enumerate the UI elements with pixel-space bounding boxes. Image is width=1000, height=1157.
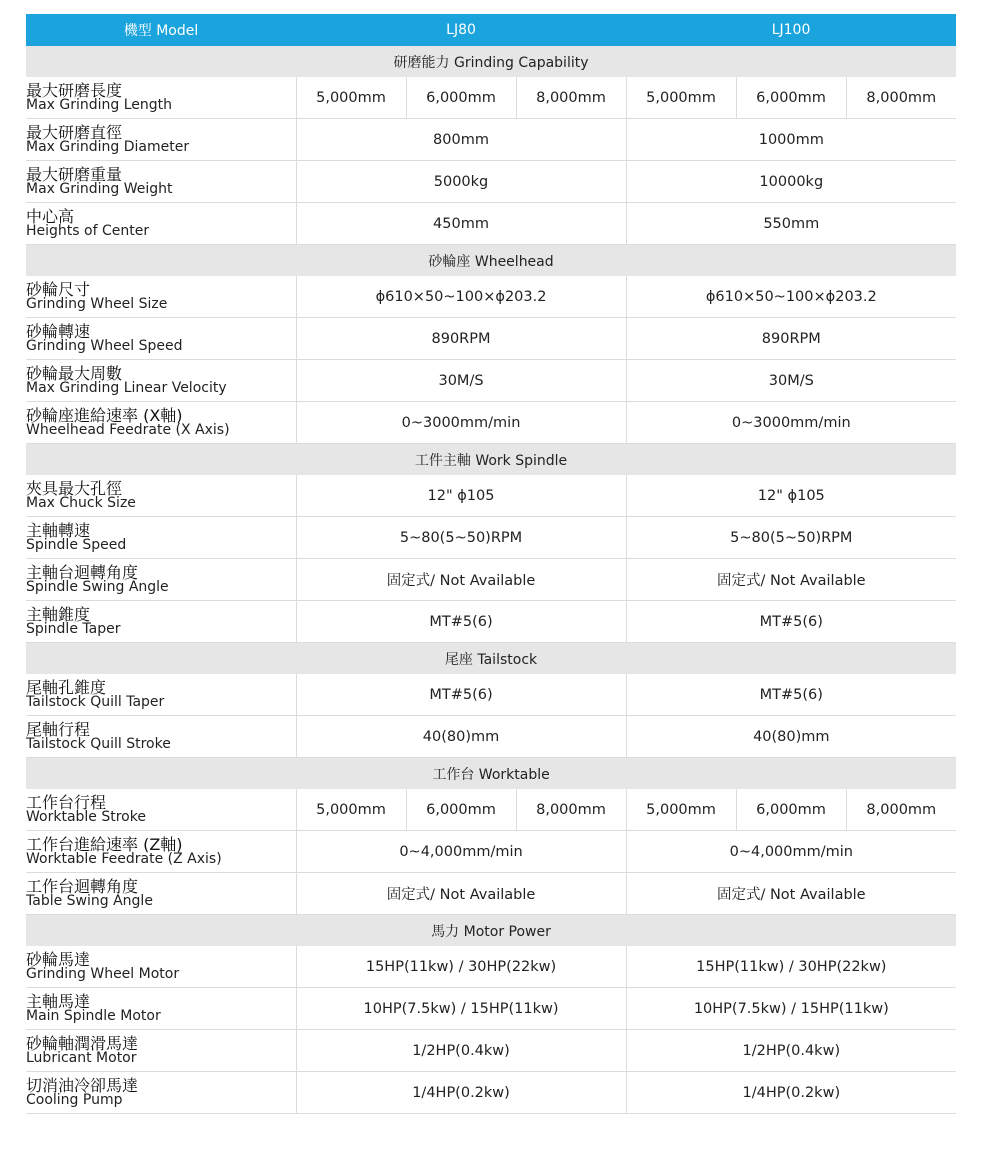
spec-label-zh: 砂輪座進給速率 (X軸) bbox=[26, 405, 183, 425]
spec-label bbox=[26, 1072, 296, 1114]
spec-label bbox=[26, 203, 296, 245]
spec-label-zh: 砂輪尺寸 bbox=[26, 279, 91, 299]
spec-label-zh: 工作台進給速率 (Z軸) bbox=[26, 834, 183, 854]
spec-row bbox=[26, 674, 956, 716]
spec-label-en: Max Grinding Linear Velocity bbox=[26, 379, 227, 396]
spec-label-en: Tailstock Quill Stroke bbox=[26, 735, 171, 752]
spec-value-lj100: 0~4,000mm/min bbox=[626, 831, 956, 873]
spec-value-lj100: 10HP(7.5kw) / 15HP(11kw) bbox=[626, 988, 956, 1030]
spec-label-zh: 工作台迴轉角度 bbox=[26, 876, 139, 896]
spec-label bbox=[26, 559, 296, 601]
spec-value-lj100: 5~80(5~50)RPM bbox=[626, 517, 956, 559]
spec-row bbox=[26, 161, 956, 203]
spec-value-lj100: 0~3000mm/min bbox=[626, 402, 956, 444]
spec-label bbox=[26, 831, 296, 873]
spec-value-lj100: 固定式/ Not Available bbox=[626, 873, 956, 915]
spec-value-lj100: 8,000mm bbox=[846, 789, 956, 831]
spec-value-lj100: 5,000mm bbox=[626, 789, 736, 831]
section-header bbox=[26, 643, 956, 675]
spec-value-lj100: 1/2HP(0.4kw) bbox=[626, 1030, 956, 1072]
spec-label-en: Table Swing Angle bbox=[26, 892, 153, 909]
spec-value-lj100: 10000kg bbox=[626, 161, 956, 203]
spec-value-lj100: 5,000mm bbox=[626, 77, 736, 119]
spec-label-en: Max Grinding Diameter bbox=[26, 138, 190, 155]
spec-value-lj100: 8,000mm bbox=[846, 77, 956, 119]
spec-label-zh: 砂輪最大周數 bbox=[26, 363, 123, 383]
spec-row bbox=[26, 1030, 956, 1072]
spec-value-lj80: 12" ϕ105 bbox=[296, 475, 626, 517]
spec-value-lj80: 10HP(7.5kw) / 15HP(11kw) bbox=[296, 988, 626, 1030]
spec-value-lj100: 12" ϕ105 bbox=[626, 475, 956, 517]
section-title: 尾座 Tailstock bbox=[26, 643, 956, 675]
spec-label bbox=[26, 873, 296, 915]
spec-value-lj100: MT#5(6) bbox=[626, 674, 956, 716]
spec-label-zh: 主軸台迴轉角度 bbox=[26, 562, 139, 582]
spec-row bbox=[26, 716, 956, 758]
spec-value-lj80: 890RPM bbox=[296, 318, 626, 360]
spec-value-lj80: 5,000mm bbox=[296, 77, 406, 119]
spec-label bbox=[26, 674, 296, 716]
section-header bbox=[26, 444, 956, 476]
spec-value-lj100: 40(80)mm bbox=[626, 716, 956, 758]
spec-value-lj80: 固定式/ Not Available bbox=[296, 559, 626, 601]
section-header bbox=[26, 46, 956, 77]
spec-row bbox=[26, 203, 956, 245]
spec-table bbox=[26, 14, 956, 1114]
spec-label-en: Max Grinding Length bbox=[26, 96, 173, 113]
spec-label-en: Lubricant Motor bbox=[26, 1049, 137, 1066]
spec-value-lj80: 1/2HP(0.4kw) bbox=[296, 1030, 626, 1072]
spec-label-zh: 砂輪轉速 bbox=[26, 321, 91, 341]
spec-row bbox=[26, 559, 956, 601]
spec-value-lj80: 15HP(11kw) / 30HP(22kw) bbox=[296, 946, 626, 988]
spec-row bbox=[26, 601, 956, 643]
spec-value-lj80: 6,000mm bbox=[406, 789, 516, 831]
spec-row bbox=[26, 318, 956, 360]
spec-value-lj80: 0~3000mm/min bbox=[296, 402, 626, 444]
spec-label bbox=[26, 988, 296, 1030]
spec-label-zh: 最大研磨直徑 bbox=[26, 122, 123, 142]
section-header bbox=[26, 758, 956, 790]
spec-label bbox=[26, 601, 296, 643]
spec-value-lj80: 450mm bbox=[296, 203, 626, 245]
spec-label-zh: 砂輪軸潤滑馬達 bbox=[26, 1033, 139, 1053]
spec-value-lj80: 40(80)mm bbox=[296, 716, 626, 758]
spec-label bbox=[26, 360, 296, 402]
spec-label-en: Cooling Pump bbox=[26, 1091, 123, 1108]
spec-value-lj80: 0~4,000mm/min bbox=[296, 831, 626, 873]
spec-label-zh: 最大研磨長度 bbox=[26, 80, 123, 100]
spec-label-en: Grinding Wheel Size bbox=[26, 295, 168, 312]
spec-label-en: Worktable Stroke bbox=[26, 808, 146, 825]
spec-value-lj100: 固定式/ Not Available bbox=[626, 559, 956, 601]
spec-value-lj80: 800mm bbox=[296, 119, 626, 161]
spec-value-lj100: 890RPM bbox=[626, 318, 956, 360]
spec-label-zh: 中心高 bbox=[26, 206, 75, 226]
spec-label-en: Spindle Speed bbox=[26, 536, 127, 553]
spec-value-lj80: MT#5(6) bbox=[296, 674, 626, 716]
spec-label-en: Worktable Feedrate (Z Axis) bbox=[26, 850, 222, 867]
spec-label-en: Spindle Swing Angle bbox=[26, 578, 169, 595]
spec-value-lj80: MT#5(6) bbox=[296, 601, 626, 643]
spec-row bbox=[26, 119, 956, 161]
spec-row bbox=[26, 873, 956, 915]
spec-label-en: Main Spindle Motor bbox=[26, 1007, 161, 1024]
section-title: 研磨能力 Grinding Capability bbox=[26, 46, 956, 77]
model-lj100: LJ100 bbox=[626, 14, 956, 46]
spec-label bbox=[26, 119, 296, 161]
spec-row bbox=[26, 475, 956, 517]
section-header bbox=[26, 915, 956, 947]
spec-label-en: Grinding Wheel Motor bbox=[26, 965, 180, 982]
section-title: 工作台 Worktable bbox=[26, 758, 956, 790]
spec-label-en: Spindle Taper bbox=[26, 620, 121, 637]
spec-body bbox=[26, 46, 956, 1114]
spec-label bbox=[26, 517, 296, 559]
section-header bbox=[26, 245, 956, 277]
spec-label-zh: 尾軸孔錐度 bbox=[26, 677, 107, 697]
spec-value-lj100: 1/4HP(0.2kw) bbox=[626, 1072, 956, 1114]
spec-row bbox=[26, 276, 956, 318]
spec-value-lj100: 30M/S bbox=[626, 360, 956, 402]
spec-value-lj80: 8,000mm bbox=[516, 77, 626, 119]
spec-value-lj100: 1000mm bbox=[626, 119, 956, 161]
spec-row bbox=[26, 1072, 956, 1114]
spec-row bbox=[26, 988, 956, 1030]
spec-label bbox=[26, 475, 296, 517]
model-label: 機型 Model bbox=[26, 14, 296, 46]
spec-row bbox=[26, 402, 956, 444]
spec-label bbox=[26, 161, 296, 203]
spec-label-zh: 主軸轉速 bbox=[26, 520, 91, 540]
spec-value-lj80: 6,000mm bbox=[406, 77, 516, 119]
spec-label bbox=[26, 402, 296, 444]
spec-value-lj80: 8,000mm bbox=[516, 789, 626, 831]
spec-label-en: Heights of Center bbox=[26, 222, 150, 239]
spec-value-lj80: 5,000mm bbox=[296, 789, 406, 831]
spec-value-lj80: ϕ610×50~100×ϕ203.2 bbox=[296, 276, 626, 318]
section-title: 馬力 Motor Power bbox=[26, 915, 956, 947]
spec-label bbox=[26, 789, 296, 831]
spec-label-en: Wheelhead Feedrate (X Axis) bbox=[26, 421, 230, 438]
spec-label-zh: 尾軸行程 bbox=[26, 719, 91, 739]
spec-value-lj80: 30M/S bbox=[296, 360, 626, 402]
section-title: 工件主軸 Work Spindle bbox=[26, 444, 956, 476]
spec-value-lj100: ϕ610×50~100×ϕ203.2 bbox=[626, 276, 956, 318]
spec-label bbox=[26, 1030, 296, 1072]
spec-label bbox=[26, 716, 296, 758]
spec-value-lj100: 6,000mm bbox=[736, 77, 846, 119]
spec-row bbox=[26, 77, 956, 119]
model-header-row bbox=[26, 14, 956, 46]
spec-value-lj80: 1/4HP(0.2kw) bbox=[296, 1072, 626, 1114]
spec-value-lj80: 固定式/ Not Available bbox=[296, 873, 626, 915]
spec-row bbox=[26, 946, 956, 988]
spec-label-en: Max Chuck Size bbox=[26, 494, 136, 511]
spec-label bbox=[26, 318, 296, 360]
spec-label-zh: 夾具最大孔徑 bbox=[26, 478, 123, 498]
spec-label-zh: 最大研磨重量 bbox=[26, 164, 123, 184]
spec-label-zh: 主軸馬達 bbox=[26, 991, 91, 1011]
spec-value-lj100: MT#5(6) bbox=[626, 601, 956, 643]
spec-label-en: Tailstock Quill Taper bbox=[26, 693, 165, 710]
spec-value-lj100: 550mm bbox=[626, 203, 956, 245]
model-lj80: LJ80 bbox=[296, 14, 626, 46]
spec-row bbox=[26, 517, 956, 559]
spec-value-lj80: 5~80(5~50)RPM bbox=[296, 517, 626, 559]
spec-label-zh: 切消油冷卻馬達 bbox=[26, 1075, 139, 1095]
spec-label-en: Max Grinding Weight bbox=[26, 180, 173, 197]
spec-row bbox=[26, 831, 956, 873]
spec-label-zh: 砂輪馬達 bbox=[26, 949, 91, 969]
spec-label-en: Grinding Wheel Speed bbox=[26, 337, 183, 354]
spec-value-lj100: 15HP(11kw) / 30HP(22kw) bbox=[626, 946, 956, 988]
spec-label bbox=[26, 77, 296, 119]
spec-row bbox=[26, 360, 956, 402]
spec-label-zh: 主軸錐度 bbox=[26, 604, 91, 624]
spec-row bbox=[26, 789, 956, 831]
spec-label-zh: 工作台行程 bbox=[26, 792, 107, 812]
spec-value-lj80: 5000kg bbox=[296, 161, 626, 203]
spec-value-lj100: 6,000mm bbox=[736, 789, 846, 831]
spec-label bbox=[26, 946, 296, 988]
section-title: 砂輪座 Wheelhead bbox=[26, 245, 956, 277]
spec-label bbox=[26, 276, 296, 318]
